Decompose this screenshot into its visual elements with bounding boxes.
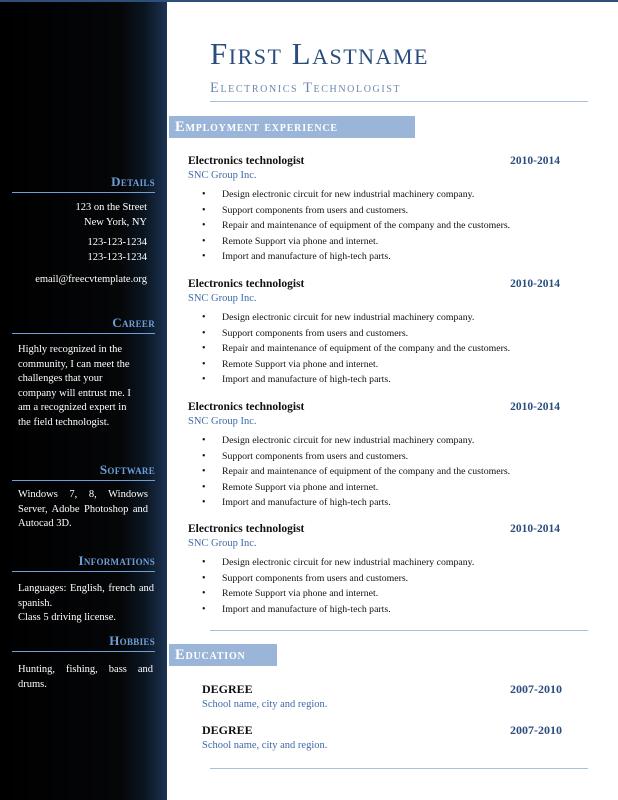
informations-heading: Informations: [12, 553, 155, 572]
list-item: • Support components from users and customers.: [202, 449, 562, 465]
list-item: • Remote Support via phone and internet.: [202, 586, 562, 602]
job-entry: [188, 523, 560, 619]
job-company: SNC Group Inc.: [188, 170, 257, 181]
list-item: • Import and manufacture of high-tech parts.: [202, 602, 562, 618]
bullet-dot-icon: •: [202, 588, 206, 599]
phone-primary: 123-123-1234: [87, 237, 147, 248]
header-divider: [210, 101, 588, 102]
job-duties-list: [202, 555, 562, 617]
school-name: School name, city and region.: [202, 740, 328, 751]
bullet-dot-icon: •: [202, 557, 206, 568]
bullet-dot-icon: •: [202, 466, 206, 477]
career-summary: Highly recognized in the community, I can meet the challenges that your company will entrust me. I am a recognized expert in the field technologist.: [18, 344, 131, 428]
bullet-dot-icon: •: [202, 572, 206, 584]
job-title: Electronics technologist: [188, 523, 305, 535]
bullet-dot-icon: •: [202, 435, 206, 446]
job-dates: 2010-2014: [510, 523, 560, 535]
hobbies-list: Hunting, fishing, bass and drums.: [18, 664, 153, 690]
list-item: • Design electronic circuit for new industrial machinery company.: [202, 187, 562, 203]
job-entry: [188, 155, 560, 267]
employment-section-heading: Employment experience: [169, 116, 415, 138]
software-list: Windows 7, 8, Windows Server, Adobe Photoshop and Autocad 3D.: [18, 489, 148, 529]
job-title: Electronics technologist: [188, 155, 305, 167]
degree-name: DEGREE: [202, 723, 253, 737]
employment-divider: [210, 630, 588, 631]
list-item: • Support components from users and customers.: [202, 203, 562, 219]
bullet-dot-icon: •: [202, 235, 206, 247]
degree-name: DEGREE: [202, 682, 253, 696]
education-entry: [202, 723, 562, 757]
job-dates: 2010-2014: [510, 155, 560, 167]
job-dates: 2010-2014: [510, 401, 560, 413]
list-item: • Import and manufacture of high-tech parts.: [202, 495, 562, 511]
list-item: • Repair and maintenance of equipment of the company and the customers.: [202, 464, 562, 480]
languages-info: Languages: English, french and spanish.: [18, 583, 154, 609]
degree-dates: 2007-2010: [510, 723, 562, 737]
address-street: 123 on the Street: [75, 202, 147, 213]
bullet-dot-icon: •: [202, 603, 206, 615]
list-item: • Repair and maintenance of equipment of the company and the customers.: [202, 341, 562, 357]
bullet-dot-icon: •: [202, 251, 206, 262]
bullet-dot-icon: •: [202, 497, 206, 508]
list-item: • Design electronic circuit for new industrial machinery company.: [202, 310, 562, 326]
job-duties-list: [202, 310, 562, 388]
list-item: • Import and manufacture of high-tech parts.: [202, 249, 562, 265]
details-heading: Details: [12, 174, 155, 193]
bullet-dot-icon: •: [202, 343, 206, 354]
job-entry: [188, 278, 560, 390]
job-company: SNC Group Inc.: [188, 293, 257, 304]
bullet-dot-icon: •: [202, 481, 206, 493]
education-entry: [202, 682, 562, 716]
list-item: • Support components from users and customers.: [202, 326, 562, 342]
job-duties-list: [202, 187, 562, 265]
software-heading: Software: [12, 462, 155, 481]
job-dates: 2010-2014: [510, 278, 560, 290]
list-item: • Remote Support via phone and internet.: [202, 234, 562, 250]
list-item: • Remote Support via phone and internet.: [202, 357, 562, 373]
driving-license-info: Class 5 driving license.: [18, 612, 116, 623]
bullet-dot-icon: •: [202, 358, 206, 370]
career-heading: Career: [12, 315, 155, 334]
list-item: • Import and manufacture of high-tech parts.: [202, 372, 562, 388]
bullet-dot-icon: •: [202, 450, 206, 462]
school-name: School name, city and region.: [202, 699, 328, 710]
address-city: New York, NY: [83, 217, 147, 228]
bullet-dot-icon: •: [202, 327, 206, 339]
list-item: • Remote Support via phone and internet.: [202, 480, 562, 496]
job-company: SNC Group Inc.: [188, 416, 257, 427]
job-duties-list: [202, 433, 562, 511]
bullet-dot-icon: •: [202, 189, 206, 200]
bullet-dot-icon: •: [202, 204, 206, 216]
job-title: Electronics technologist: [188, 401, 305, 413]
phone-secondary: 123-123-1234: [87, 252, 147, 263]
bullet-dot-icon: •: [202, 374, 206, 385]
bullet-dot-icon: •: [202, 312, 206, 323]
email-address[interactable]: email@freecvtemplate.org: [35, 274, 147, 285]
list-item: • Design electronic circuit for new industrial machinery company.: [202, 433, 562, 449]
footer-divider: [210, 768, 588, 769]
degree-dates: 2007-2010: [510, 682, 562, 696]
bullet-dot-icon: •: [202, 220, 206, 231]
list-item: • Design electronic circuit for new industrial machinery company.: [202, 555, 562, 571]
job-entry: [188, 401, 560, 513]
hobbies-heading: Hobbies: [12, 633, 155, 652]
list-item: • Support components from users and customers.: [202, 571, 562, 587]
job-title: Electronics technologist: [188, 278, 305, 290]
job-title-header: Electronics Technologist: [210, 80, 402, 96]
list-item: • Repair and maintenance of equipment of the company and the customers.: [202, 218, 562, 234]
sidebar: [0, 2, 167, 800]
candidate-name: First Lastname: [210, 36, 429, 71]
education-section-heading: Education: [169, 644, 277, 666]
job-company: SNC Group Inc.: [188, 538, 257, 549]
